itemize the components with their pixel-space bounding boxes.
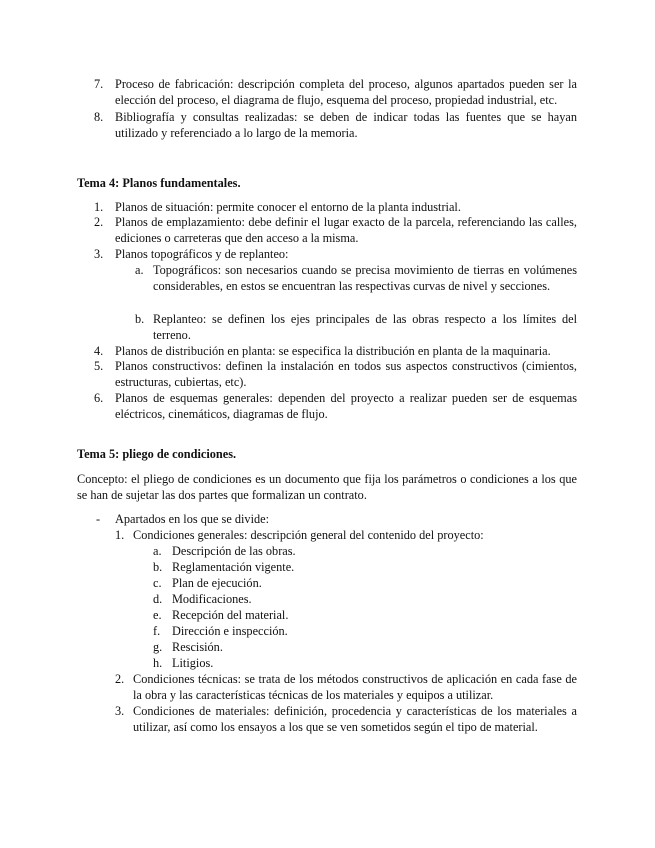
- list-text: Dirección e inspección.: [172, 624, 288, 638]
- list-text: Planos de situación: permite conocer el entorno de la planta industrial.: [115, 200, 461, 214]
- list-text: Planos de emplazamiento: debe definir el lugar exacto de la parcela, referenciando las calles, ediciones o carreteras que den acceso a la misma.: [115, 215, 577, 245]
- list-marker: b.: [153, 560, 163, 574]
- list-text: Planos de esquemas generales: dependen del proyecto a realizar pueden ser de esquemas eléctricos, cinemáticos, diagramas de flujo.: [115, 391, 577, 421]
- list-text: Planos topográficos y de replanteo:: [115, 247, 289, 261]
- list-text: Condiciones de materiales: definición, procedencia y características de los materiales a utilizar, así como los ensayos a los que se ven sometidos según el tipo de material.: [133, 704, 577, 734]
- list-marker: 2.: [94, 215, 104, 229]
- dash-marker: -: [96, 512, 101, 526]
- list-text: Replanteo: se definen los ejes principales de las obras respecto a los límites del terreno.: [153, 312, 577, 342]
- list-marker: e.: [153, 608, 162, 622]
- list-text: Plan de ejecución.: [172, 576, 262, 590]
- list-marker: 4.: [94, 344, 104, 358]
- list-text: Planos de distribución en planta: se especifica la distribución en planta de la maquinaria.: [115, 344, 551, 358]
- list-marker: 8.: [94, 110, 104, 124]
- list-marker: 3.: [115, 704, 125, 718]
- list-text: Modificaciones.: [172, 592, 252, 606]
- list-marker: b.: [135, 312, 145, 326]
- list-marker: 5.: [94, 359, 104, 373]
- list-text: Reglamentación vigente.: [172, 560, 295, 574]
- section-heading: Tema 5: pliego de condiciones.: [77, 447, 237, 461]
- list-marker: 2.: [115, 672, 125, 686]
- list-marker: a.: [135, 263, 144, 277]
- section-heading: Tema 4: Planos fundamentales.: [77, 176, 241, 190]
- list-text: Condiciones generales: descripción general del contenido del proyecto:: [133, 528, 484, 542]
- concept-paragraph: Concepto: el pliego de condiciones es un documento que fija los parámetros o condiciones a los que se han de sujetar las dos partes que formalizan un contrato.: [77, 472, 577, 502]
- list-text: Condiciones técnicas: se trata de los métodos constructivos de aplicación en cada fase de la obra y las características técnicas de los materiales y equipos a utilizar.: [133, 672, 577, 702]
- list-marker: 1.: [94, 200, 104, 214]
- list-marker: 3.: [94, 247, 104, 261]
- list-text: Topográficos: son necesarios cuando se precisa movimiento de tierras en volúmenes considerables, en estos se encuentran las respectivas curvas de nivel y secciones.: [153, 263, 577, 293]
- list-marker: a.: [153, 544, 162, 558]
- list-text: Apartados en los que se divide:: [115, 512, 270, 526]
- list-text: Descripción de las obras.: [172, 544, 296, 558]
- list-marker: g.: [153, 640, 163, 654]
- list-text: Planos constructivos: definen la instalación en todos sus aspectos constructivos (cimientos, estructuras, cubiertas, etc).: [115, 359, 577, 389]
- list-text: Rescisión.: [172, 640, 223, 654]
- list-marker: h.: [153, 656, 163, 670]
- list-marker: 6.: [94, 391, 104, 405]
- list-marker: d.: [153, 592, 163, 606]
- list-marker: 1.: [115, 528, 125, 542]
- list-text: Proceso de fabricación: descripción completa del proceso, algunos apartados pueden ser la elección del proceso, el diagrama de flujo, esquema del proceso, propiedad industrial, etc.: [115, 77, 577, 107]
- list-text: Bibliografía y consultas realizadas: se deben de indicar todas las fuentes que se hayan utilizado y referenciado a lo largo de la memoria.: [115, 110, 577, 140]
- list-marker: c.: [153, 576, 162, 590]
- list-text: Recepción del material.: [172, 608, 289, 622]
- list-marker: 7.: [94, 77, 104, 91]
- list-marker: f.: [153, 624, 161, 638]
- list-text: Litigios.: [172, 656, 214, 670]
